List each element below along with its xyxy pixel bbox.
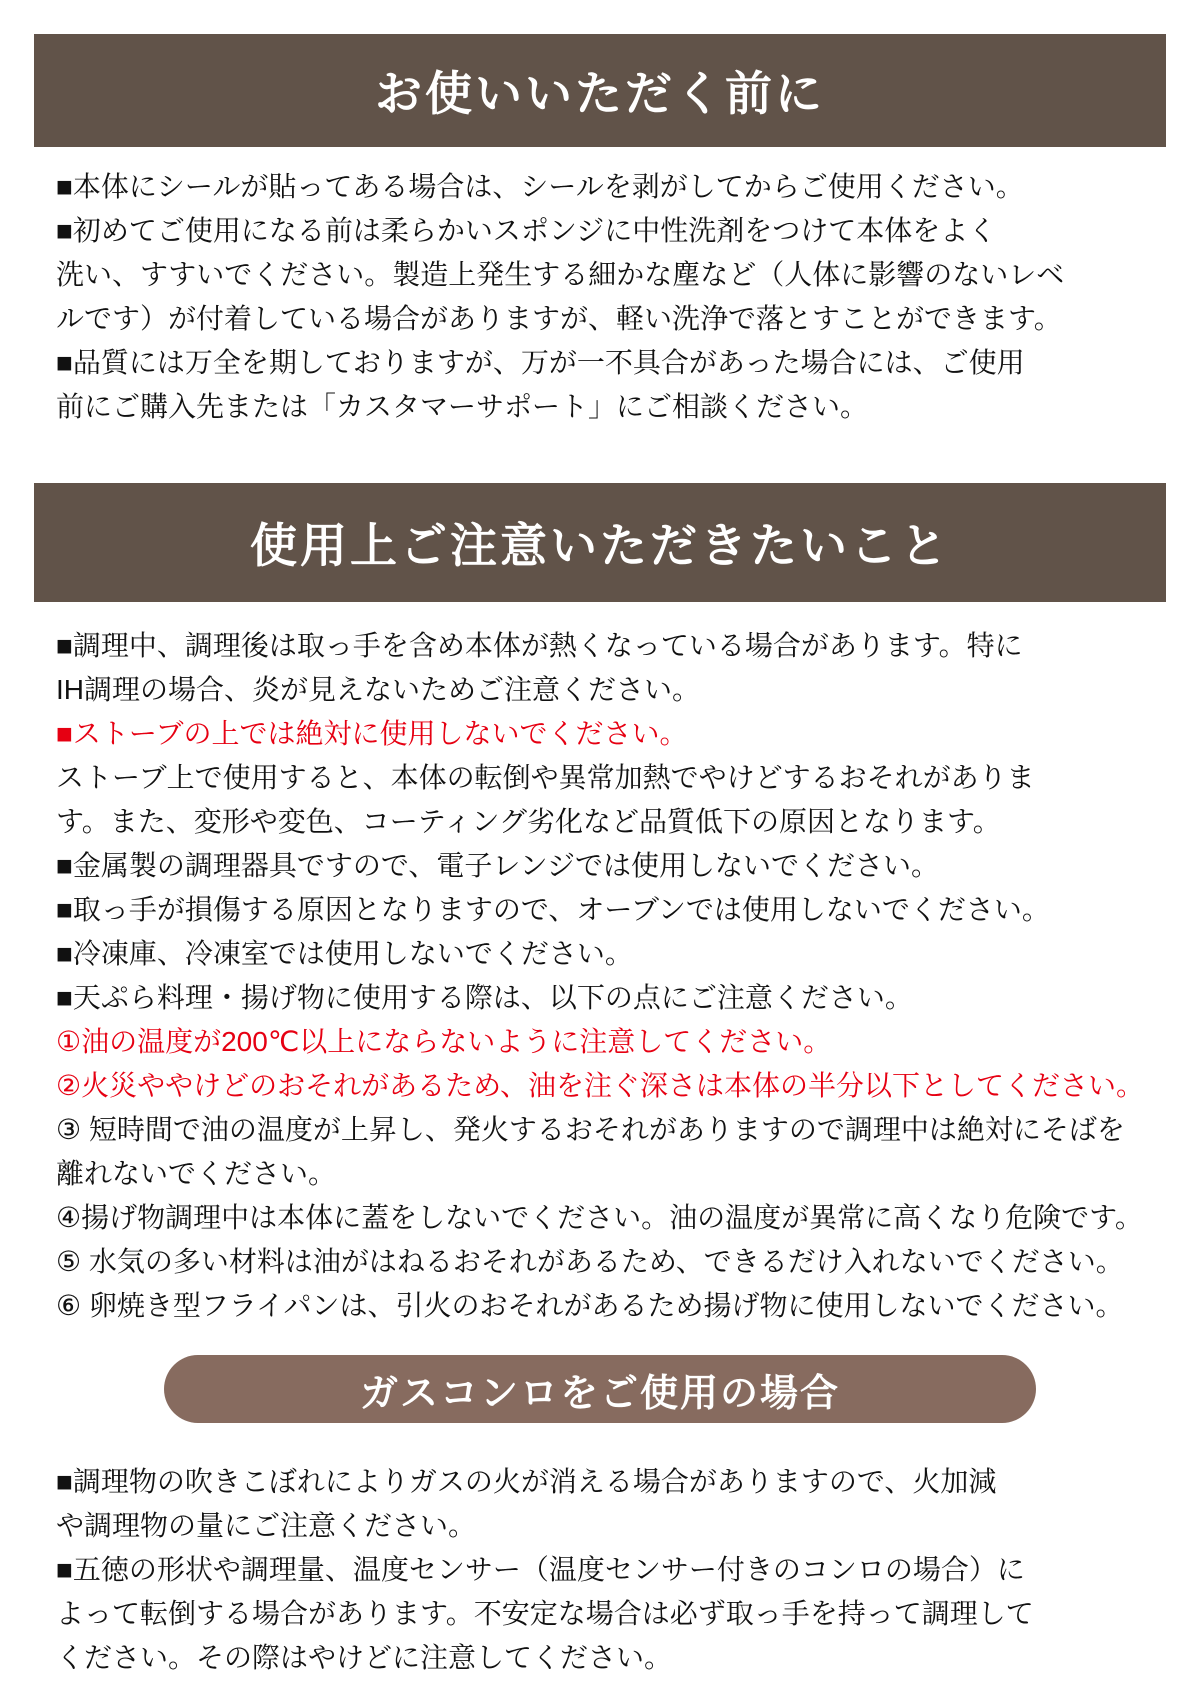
text-line: 洗い、すすいでください。製造上発生する細かな塵など（人体に影響のないレベ	[56, 259, 1065, 290]
text-line: よって転倒する場合があります。不安定な場合は必ず取っ手を持って調理して	[56, 1598, 1034, 1629]
section-title-before-use: お使いいただく前に	[375, 67, 825, 120]
text-line: や調理物の量にご注意ください。	[56, 1510, 477, 1541]
section-header-before-use	[34, 34, 1166, 147]
section-body-usage-cautions	[0, 602, 1200, 1328]
subsection-header-gas-stove	[164, 1355, 1036, 1423]
text-line: ルです）が付着している場合がありますが、軽い洗浄で落とすことができます。	[56, 303, 1062, 334]
section-body-gas-stove	[0, 1423, 1200, 1680]
text-line: ■品質には万全を期しておりますが、万が一不具合があった場合には、ご使用	[56, 347, 1025, 378]
text-line: ください。その際はやけどに注意してください。	[56, 1642, 673, 1673]
text-line: ③ 短時間で油の温度が上昇し、発火するおそれがありますので調理中は絶対にそばを	[56, 1114, 1125, 1145]
text-line: ④揚げ物調理中は本体に蓋をしないでください。油の温度が異常に高くなり危険です。	[56, 1202, 1143, 1233]
text-line: ■取っ手が損傷する原因となりますので、オーブンでは使用しないでください。	[56, 894, 1050, 925]
text-line: 前にご購入先または「カスタマーサポート」にご相談ください。	[56, 391, 869, 422]
text-line: す。また、変形や変色、コーティング劣化など品質低下の原因となります。	[56, 806, 1001, 837]
warning-text-line: ①油の温度が200℃以上にならないように注意してください。	[56, 1026, 832, 1057]
warning-text-line: ②火災ややけどのおそれがあるため、油を注ぐ深さは本体の半分以下としてください。	[56, 1070, 1144, 1101]
text-line: ストーブ上で使用すると、本体の転倒や異常加熱でやけどするおそれがありま	[56, 762, 1035, 793]
text-line: ■本体にシールが貼ってある場合は、シールを剥がしてからご使用ください。	[56, 171, 1024, 202]
text-line: IH調理の場合、炎が見えないためご注意ください。	[56, 674, 701, 705]
section-header-usage-cautions	[34, 483, 1166, 602]
text-line: ■初めてご使用になる前は柔らかいスポンジに中性洗剤をつけて本体をよく	[56, 215, 997, 246]
text-line: ⑤ 水気の多い材料は油がはねるおそれがあるため、できるだけ入れないでください。	[56, 1246, 1124, 1277]
text-line: ■天ぷら料理・揚げ物に使用する際は、以下の点にご注意ください。	[56, 982, 913, 1013]
text-line: ■冷凍庫、冷凍室では使用しないでください。	[56, 938, 633, 969]
section-title-usage-cautions: 使用上ご注意いただきたいこと	[250, 519, 950, 572]
text-line: ■五徳の形状や調理量、温度センサー（温度センサー付きのコンロの場合）に	[56, 1554, 1025, 1585]
text-line: ⑥ 卵焼き型フライパンは、引火のおそれがあるため揚げ物に使用しないでください。	[56, 1290, 1124, 1321]
section-body-before-use	[0, 147, 1200, 429]
warning-text-line: ■ストーブの上では絶対に使用しないでください。	[56, 718, 688, 749]
subsection-title-gas-stove: ガスコンロをご使用の場合	[359, 1372, 840, 1415]
text-line: ■調理中、調理後は取っ手を含め本体が熱くなっている場合があります。特に	[56, 630, 1023, 661]
text-line: ■金属製の調理器具ですので、電子レンジでは使用しないでください。	[56, 850, 939, 881]
text-line: ■調理物の吹きこぼれによりガスの火が消える場合がありますので、火加減	[56, 1466, 997, 1497]
text-line: 離れないでください。	[56, 1158, 337, 1189]
